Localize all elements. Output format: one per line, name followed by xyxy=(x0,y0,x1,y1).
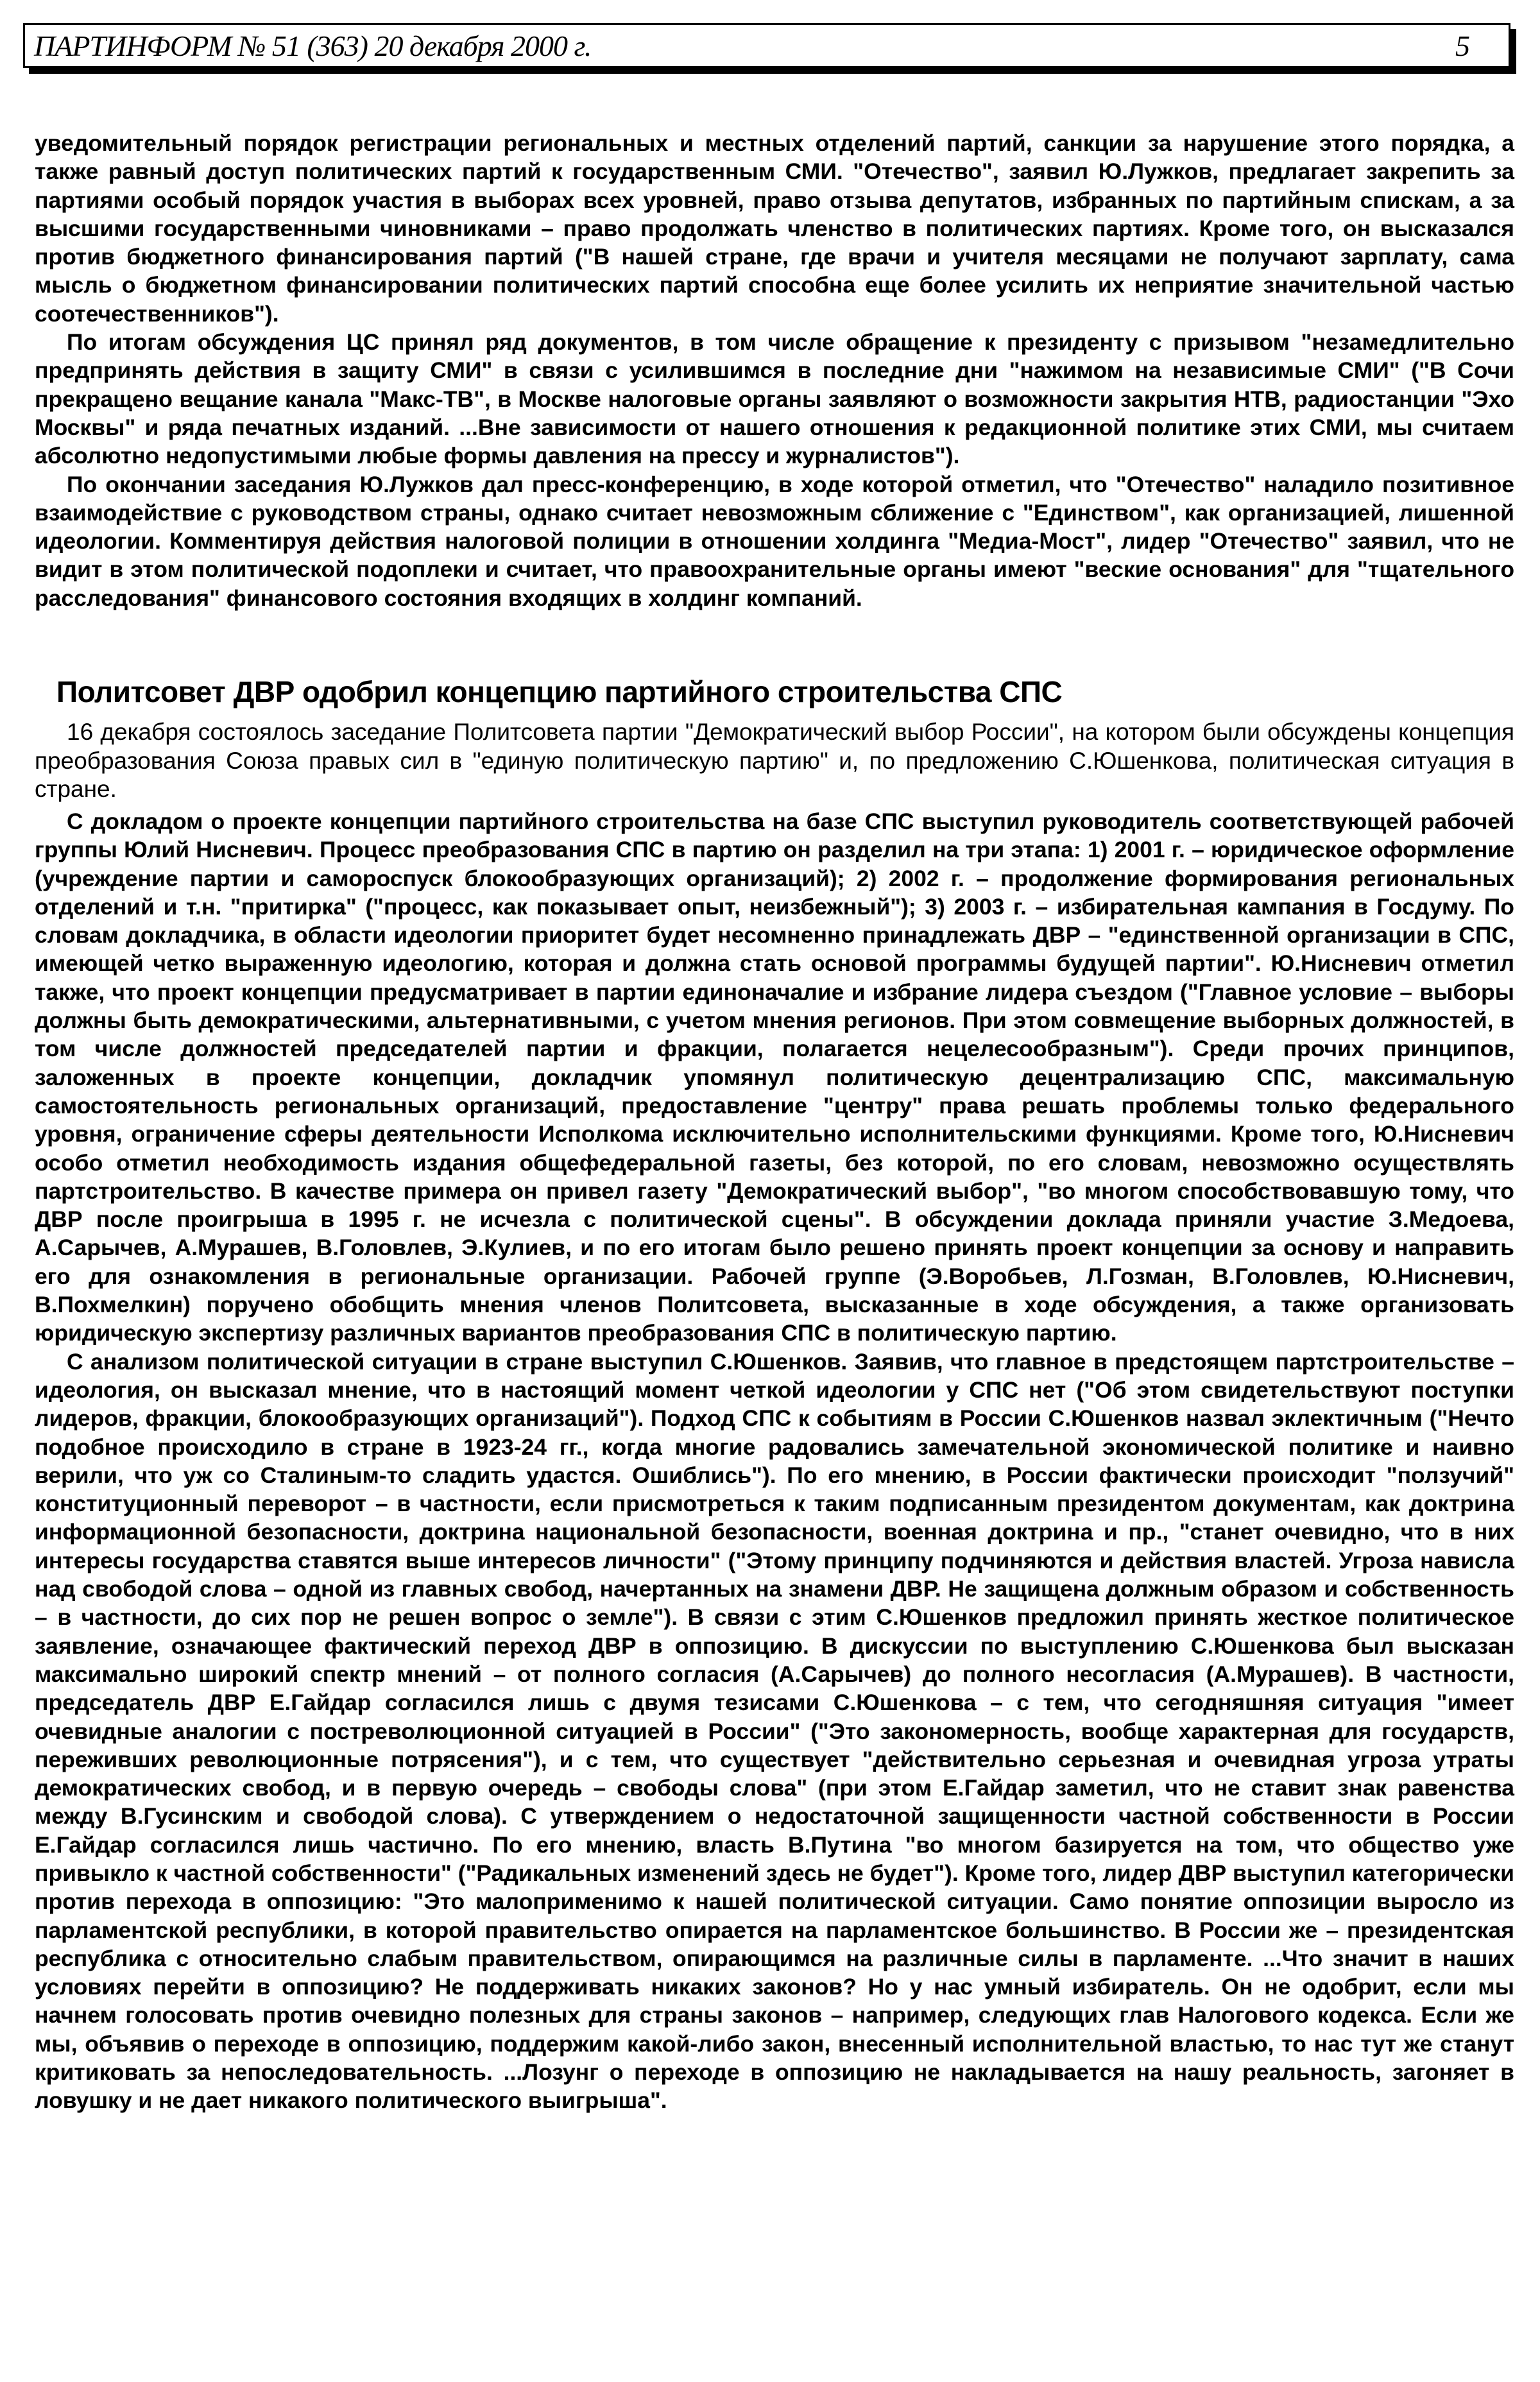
page-header xyxy=(23,23,1510,68)
article-headline: Политсовет ДВР одобрил концепцию партийного строительства СПС xyxy=(56,675,1063,708)
page-number: 5 xyxy=(1455,30,1470,62)
paragraph: С анализом политической ситуации в стране выступил С.Юшенков. Заявив, что главное в предстоящем партстроительстве – идеология, он высказал мнение, что в настоящий момент четкой идеологии у СПС нет ("Об этом свидетельствуют поступки лидеров, фракции, блокообразующих организаций"). Подход СПС к событиям в России С.Юшенков назвал эклектичным ("Нечто подобное происходило в стране в 1923-24 гг., когда многие радовались замечательной экономической политике и наивно верили, что уж со Сталиным-то сладить удастся. Ошиблись"). По его мнению, в России фактически происходит "ползучий" конституционный переворот – в частности, если присмотреться к таким подписанным президентом документам, как доктрина информационной безопасности, доктрина национальной безопасности, военная доктрина и пр., "станет очевидно, что в них интересы государства ставятся выше интересов личности" ("Этому принципу подчиняются и действия властей. Угроза нависла над свободой слова – одной из главных свобод, начертанных на знамени ДВР. Не защищена должным образом и собственность – в частности, до сих пор не решен вопрос о земле"). В связи с этим С.Юшенков предложил принять жесткое политическое заявление, означающее фактический переход ДВР в оппозицию. В дискуссии по выступлению С.Юшенкова был высказан максимально широкий спектр мнений – от полного согласия (А.Сарычев) до полного несогласия (А.Мурашев). В частности, председатель ДВР Е.Гайдар согласился лишь с двумя тезисами С.Юшенкова – с тем, что сегодняшняя ситуация "имеет очевидные аналогии с постреволюционной ситуацией в России" ("Это закономерность, вообще характерная для государств, переживших революционные потрясения"), и с тем, что существует "действительно серьезная и очевидная угроза утраты демократических свобод, и в первую очередь – свободы слова" (при этом Е.Гайдар заметил, что не ставит знак равенства между В.Гусинским и свободой слова). С утверждением о недостаточной защищенности частной собственности в России Е.Гайдар согласился лишь частично. По его мнению, власть В.Путина "во многом базируется на том, что общество уже привыкло к частной собственности" ("Радикальных изменений здесь не будет"). Кроме того, лидер ДВР выступил категорически против перехода в оппозицию: "Это малоприменимо к нашей политической ситуации. Само понятие оппозиции выросло из парламентской республики, в которой правительство опирается на парламентское большинство. В России же – президентская республика с относительно слабым правительством, опирающимся на различные силы в парламенте. ...Что значит в наших условиях перейти в оппозицию? Не поддерживать никаких законов? Но у нас умный избиратель. Он не одобрит, если мы начнем голосовать против очевидно полезных для страны законов – например, следующих глав Налогового кодекса. Если же мы, объявив о переходе в оппозицию, поддержим какой-либо закон, внесенный исполнительной властью, то нас тут же станут критиковать за непоследовательность. ...Лозунг о переходе в оппозицию не накладывается на нашу реальность, загоняет в ловушку и не дает никакого политического выигрыша". xyxy=(35,1348,1514,2114)
previous-article-continuation xyxy=(35,129,1514,612)
paragraph: По окончании заседания Ю.Лужков дал пресс-конференцию, в ходе которой отметил, что "Отечество" наладило позитивное взаимодействие с руководством страны, однако считает невозможным сближение с "Единством", как организацией, лишенной идеологии. Комментируя действия налоговой полиции в отношении холдинга "Медиа-Мост", лидер "Отечество" заявил, что не видит в этом политической подоплеки и считает, что правоохранительные органы имеют "веские основания" для "тщательного расследования" финансового состояния входящих в холдинг компаний. xyxy=(35,471,1514,611)
publication-title: ПАРТИНФОРМ № 51 (363) 20 декабря 2000 г. xyxy=(34,30,592,62)
article-lead: 16 декабря состоялось заседание Политсовета партии "Демократический выбор России", на котором были обсуждены концепция преобразования Союза правых сил в "единую политическую партию" и, по предложению С.Юшенкова, политическая ситуация в стране. xyxy=(35,719,1514,802)
paragraph: уведомительный порядок регистрации региональных и местных отделений партий, санкции за нарушение этого порядка, а также равный доступ политических партий к государственным СМИ. "Отечество", заявил Ю.Лужков, предлагает закрепить за партиями особый порядок участия в выборах всех уровней, право отзыва депутатов, избранных по партийным спискам, а за высшими государственными чиновниками – право продолжать членство в политических партиях. Кроме того, он высказался против бюджетного финансирования партий ("В нашей стране, где врачи и учителя месяцами не получают зарплату, сама мысль о бюджетном финансировании политических партий способна еще более усилить их неприятие значительной частью соотечественников"). xyxy=(35,130,1514,327)
article-body xyxy=(35,807,1514,2115)
paragraph: С докладом о проекте концепции партийного строительства на базе СПС выступил руководитель соответствующей рабочей группы Юлий Нисневич. Процесс преобразования СПС в партию он разделил на три этапа: 1) 2001 г. – юридическое оформление (учреждение партии и самороспуск блокообразующих организаций); 2) 2002 г. – продолжение формирования региональных отделений и т.н. "притирка" ("процесс, как показывает опыт, неизбежный"); 3) 2003 г. – избирательная кампания в Госдуму. По словам докладчика, в области идеологии приоритет будет несомненно принадлежать ДВР – "единственной организации в СПС, имеющей четко выраженную идеологию, которая и должна стать основой программы будущей партии". Ю.Нисневич отметил также, что проект концепции предусматривает в партии единоначалие и избрание лидера съездом ("Главное условие – выборы должны быть демократическими, альтернативными, с учетом мнения регионов. При этом совмещение выборных должностей, в том числе должностей председателей партии и фракции, полагается нецелесообразным"). Среди прочих принципов, заложенных в проекте концепции, докладчик упомянул политическую децентрализацию СПС, максимальную самостоятельность региональных организаций, предоставление "центру" права решать проблемы только федерального уровня, ограничение сферы деятельности Исполкома исключительно исполнительскими функциями. Кроме того, Ю.Нисневич особо отметил необходимость издания общефедеральной газеты, без которой, по его словам, невозможно осуществлять партстроительство. В качестве примера он привел газету "Демократический выбор", "во многом способствовавшую тому, что ДВР после проигрыша в 1995 г. не исчезла с политической сцены". В обсуждении доклада приняли участие З.Медоева, А.Сарычев, А.Мурашев, В.Головлев, Э.Кулиев, и по его итогам было решено принять проект концепции за основу и направить его для ознакомления в региональные организации. Рабочей группе (Э.Воробьев, Л.Гозман, В.Головлев, Ю.Нисневич, В.Похмелкин) поручено обобщить мнения членов Политсовета, высказанные в ходе обсуждения, а также организовать юридическую экспертизу различных вариантов преобразования СПС в политическую партию. xyxy=(35,809,1514,1346)
paragraph: По итогам обсуждения ЦС принял ряд документов, в том числе обращение к президенту с призывом "незамедлительно предпринять действия в защиту СМИ" в связи с усилившимся в последние дни "нажимом на независимые СМИ" ("В Сочи прекращено вещание канала "Макс-ТВ", в Москве налоговые органы заявляют о возможности закрытия НТВ, радиостанции "Эхо Москвы" и ряда печатных изданий. ...Вне зависимости от нашего отношения к редакционной политике этих СМИ, мы считаем абсолютно недопустимыми любые формы давления на прессу и журналистов"). xyxy=(35,329,1514,469)
